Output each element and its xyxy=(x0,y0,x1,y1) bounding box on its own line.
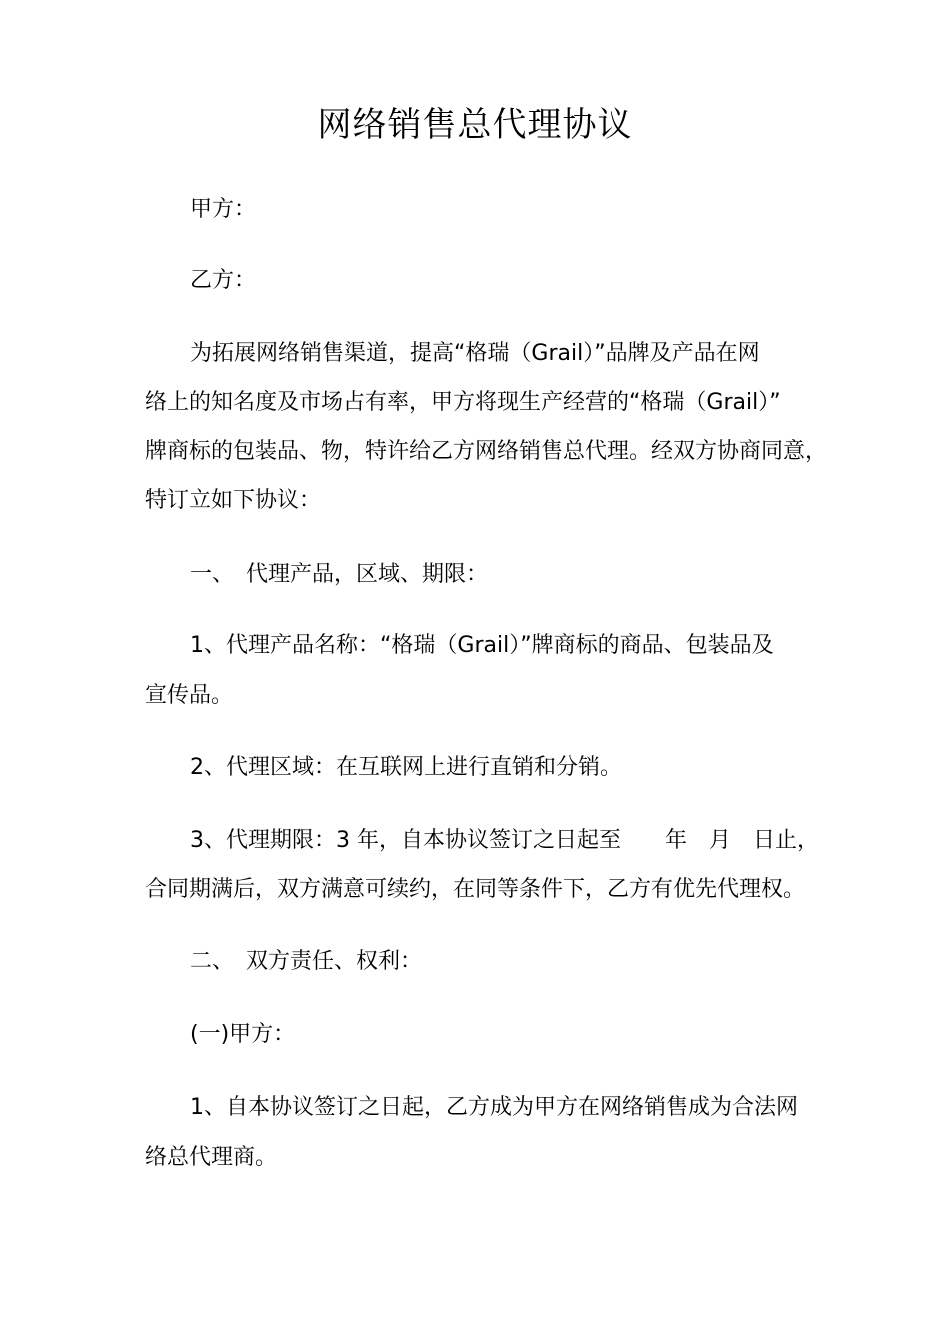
item-a1-line-1: 1、自本协议签订之日起，乙方成为甲方在网络销售成为合法网 xyxy=(190,1095,798,1120)
intro-line-4: 特订立如下协议： xyxy=(145,488,322,513)
item-3-line-1: 3、代理期限：3 年，自本协议签订之日起至 年 月 日止， xyxy=(190,828,819,853)
section-2-number: 二、 xyxy=(190,949,235,974)
party-b-label: 乙方： xyxy=(190,268,257,293)
party-a-label: 甲方： xyxy=(190,197,257,222)
item-3-line-2: 合同期满后，双方满意可续约，在同等条件下，乙方有优先代理权。 xyxy=(145,877,806,902)
item-a1-line-2: 络总代理商。 xyxy=(145,1145,278,1170)
subsection-party-a: (一)甲方： xyxy=(190,1022,296,1047)
item-2-line-1: 2、代理区域：在互联网上进行直销和分销。 xyxy=(190,755,622,780)
section-2-title: 双方责任、权利： xyxy=(246,949,423,974)
section-1-number: 一、 xyxy=(190,562,235,587)
section-1-title: 代理产品，区域、期限： xyxy=(246,562,489,587)
item-1-line-1: 1、代理产品名称：“格瑞（Grail）”牌商标的商品、包装品及 xyxy=(190,633,774,658)
section-1-heading xyxy=(190,560,815,590)
item-1-line-2: 宣传品。 xyxy=(145,683,234,708)
intro-line-3: 牌商标的包装品、物，特许给乙方网络销售总代理。经双方协商同意， xyxy=(145,439,828,464)
section-2-heading xyxy=(190,947,815,977)
document-title: 网络销售总代理协议 xyxy=(317,105,633,145)
intro-line-1: 为拓展网络销售渠道，提高“格瑞（Grail）”品牌及产品在网 xyxy=(190,341,760,366)
intro-line-2: 络上的知名度及市场占有率，甲方将现生产经营的“格瑞（Grail）” xyxy=(145,390,781,415)
